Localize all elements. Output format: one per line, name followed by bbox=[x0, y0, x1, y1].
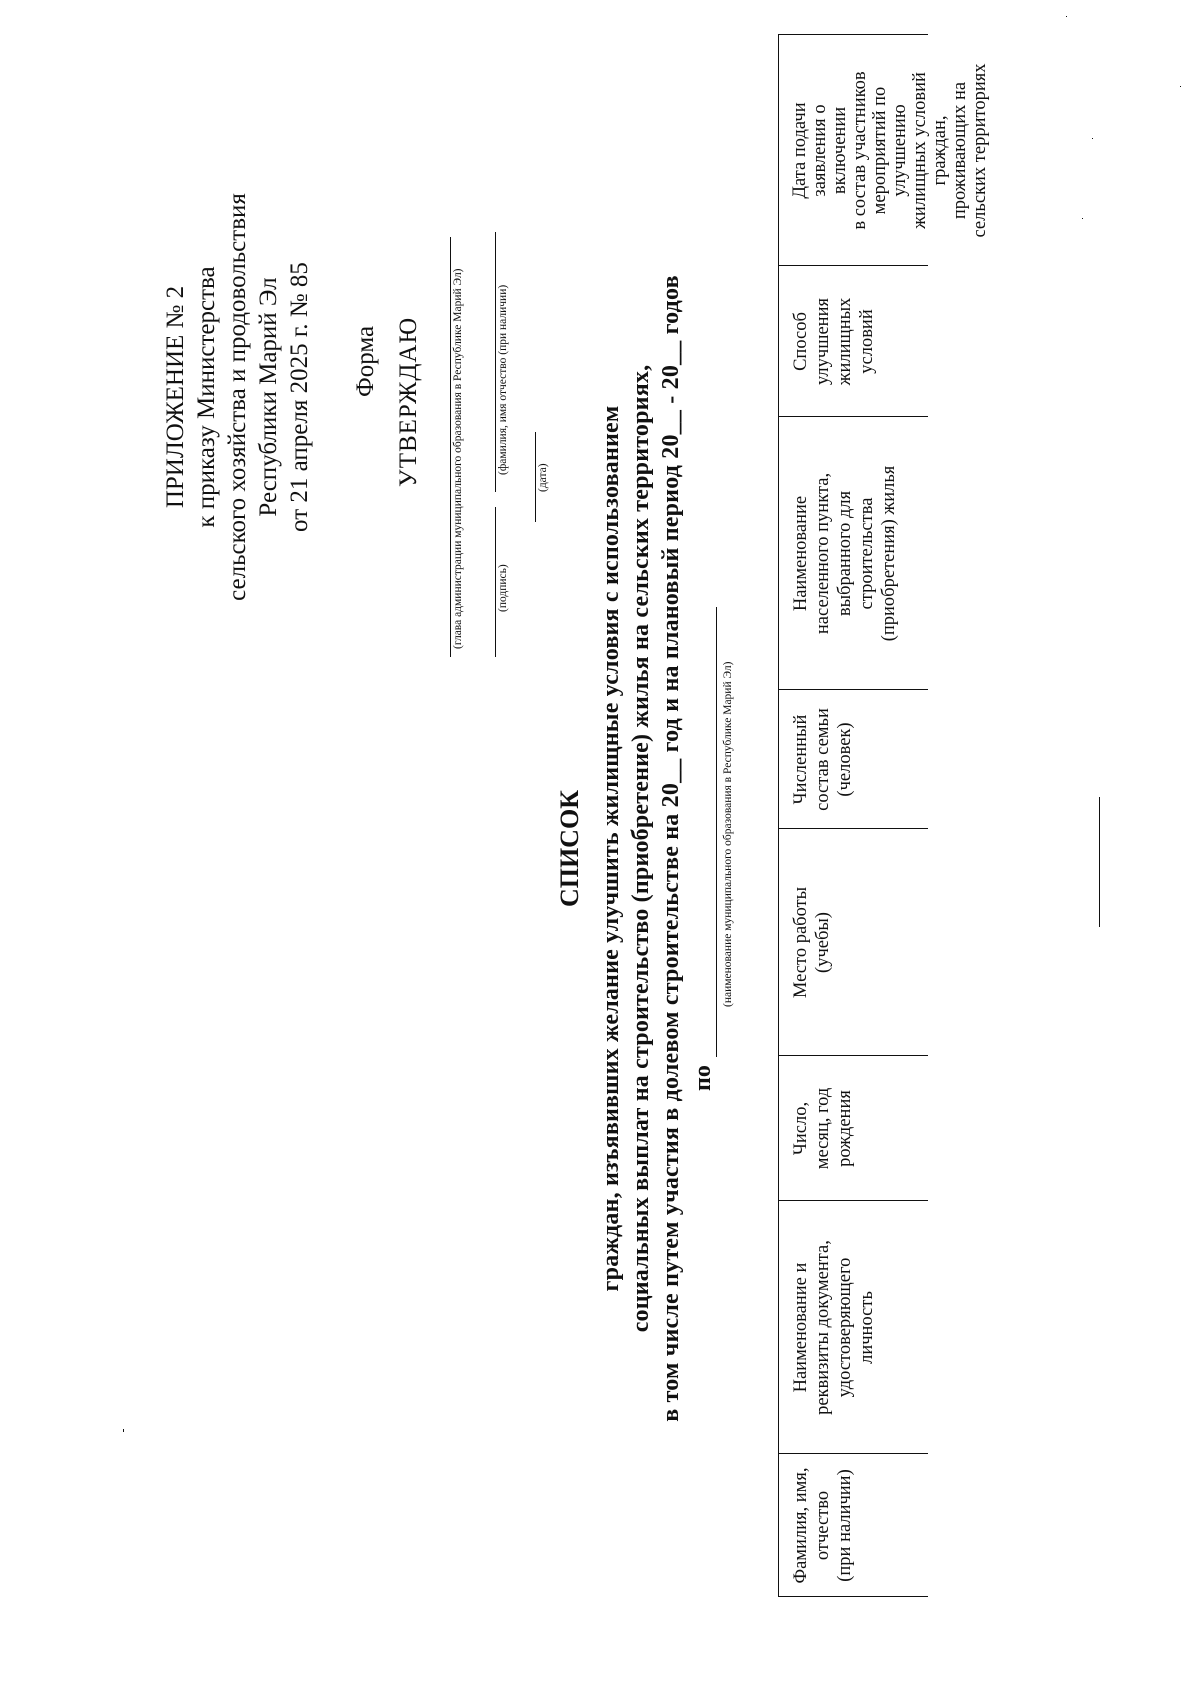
scan-dot bbox=[1082, 218, 1083, 219]
head-line bbox=[450, 237, 451, 657]
heading-line-3: в том числе путем участия в долевом строительстве на 20__ год и на плановый период 20__ - 20__ годов bbox=[658, 275, 684, 1422]
appendix-number: ПРИЛОЖЕНИЕ № 2 bbox=[162, 285, 189, 509]
heading-line-1: граждан, изъявивших желание улучшить жилищные условия с использованием bbox=[598, 405, 624, 1292]
column-header: Наименование населенного пункта, выбранного для строительства (приобретения) жилья bbox=[791, 465, 899, 642]
column-header: Численный состав семьи (человек) bbox=[791, 708, 855, 811]
municipality-line bbox=[716, 607, 717, 1057]
form-label: Форма bbox=[352, 325, 379, 397]
page-title: СПИСОК bbox=[555, 789, 584, 908]
appendix-block bbox=[160, 117, 315, 677]
scan-dot bbox=[123, 1429, 124, 1432]
column-header: Число, месяц, год рождения bbox=[791, 1087, 855, 1170]
scan-dot bbox=[1066, 16, 1067, 17]
approval-title: УТВЕРЖДАЮ bbox=[395, 316, 422, 487]
scan-dot bbox=[1180, 86, 1181, 87]
name-caption: (фамилия, имя отчество (при наличии) bbox=[497, 284, 509, 475]
column-header: Дата подачи заявления о включении в состав участников мероприятий по улучшению жилищных условий граждан, проживающих на сельских территориях bbox=[790, 63, 990, 238]
column-header: Наименование и реквизиты документа, удостоверяющего личность bbox=[791, 1240, 877, 1415]
column-header: Место работы (учебы) bbox=[791, 886, 833, 999]
signature-line bbox=[495, 507, 496, 657]
municipality-caption: (наименование муниципального образования в Республике Марий Эл) bbox=[722, 661, 734, 1007]
name-line bbox=[495, 232, 496, 492]
date-line bbox=[535, 432, 536, 522]
scan-dot bbox=[1092, 138, 1093, 139]
signature-caption: (подпись) bbox=[497, 564, 509, 612]
date-caption: (дата) bbox=[537, 463, 549, 492]
municipality-prefix: по bbox=[690, 1065, 716, 1091]
heading-line-2: социальных выплат на строительство (приобретение) жилья на сельских территориях, bbox=[628, 364, 654, 1333]
appendix-ministry: сельского хозяйства и продовольствия bbox=[224, 193, 251, 601]
column-header: Способ улучшения жилищных условий bbox=[791, 297, 877, 386]
table-top-border bbox=[778, 34, 779, 1597]
head-caption: (глава администрации муниципального образования в Республике Марий Эл) bbox=[452, 268, 464, 649]
appendix-date: от 21 апреля 2025 г. № 85 bbox=[286, 262, 313, 532]
appendix-republic: Республики Марий Эл bbox=[255, 277, 282, 517]
footer-separator bbox=[1099, 797, 1100, 927]
appendix-order-ref: к приказу Министерства bbox=[193, 266, 220, 528]
column-header: Фамилия, имя, отчество (при наличии) bbox=[791, 1467, 855, 1584]
